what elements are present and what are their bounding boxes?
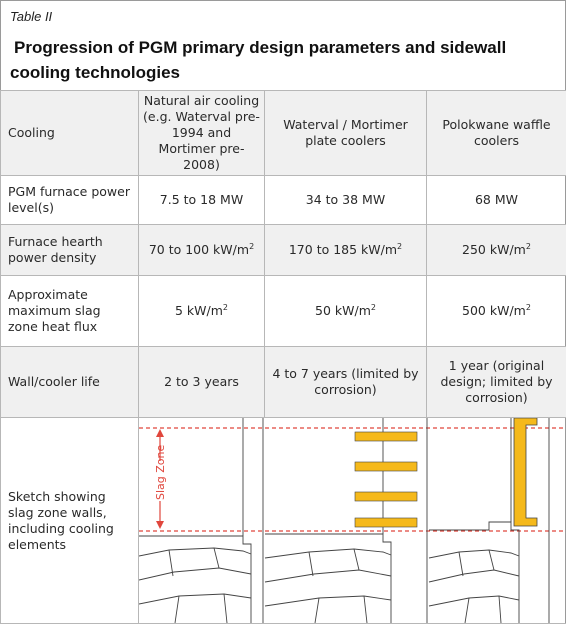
- cell-value: 34 to 38 MW: [265, 176, 427, 225]
- cell-value: 1 year (original design; limited by corrosion): [427, 347, 566, 418]
- cell-value: 2 to 3 years: [139, 347, 265, 418]
- slag-zone-label: Slag Zone: [154, 444, 167, 500]
- plate-cooler: [355, 462, 417, 471]
- cell-value: 70 to 100 $kW/m^2$: [139, 225, 265, 276]
- row-label: Furnace hearth power density: [1, 225, 139, 276]
- table-row: [1, 347, 566, 418]
- plate-cooler: [355, 432, 417, 441]
- cell-value: 7.5 to 18 MW: [139, 176, 265, 225]
- cell-value: 5 $kW/m^2$: [139, 276, 265, 347]
- slag-zone-sketch: [139, 418, 566, 624]
- waffle-cooler: [514, 418, 537, 526]
- sketch-row: [1, 418, 566, 624]
- row-label: Approximate maximum slag zone heat flux: [1, 276, 139, 347]
- cell-value: 170 to 185 $kW/m^2$: [265, 225, 427, 276]
- cell-value: 500 $kW/m^2$: [427, 276, 566, 347]
- cell-value: 50 $kW/m^2$: [265, 276, 427, 347]
- table-row: [1, 176, 566, 225]
- plate-cooler: [355, 492, 417, 501]
- header-natural-air-cooling: Natural air cooling (e.g. Waterval pre-1994 and Mortimer pre-2008): [139, 91, 265, 176]
- row-label: PGM furnace power level(s): [1, 176, 139, 225]
- arrow-head-down-icon: [156, 521, 164, 529]
- header-label-cooling: Cooling: [1, 91, 139, 176]
- table-row: [1, 225, 566, 276]
- row-label: Sketch showing slag zone walls, including cooling elements: [1, 418, 139, 624]
- arrow-head-up-icon: [156, 429, 164, 437]
- header-waffle-coolers: Polokwane waffle coolers: [427, 91, 566, 176]
- table-number: Table II: [10, 9, 53, 24]
- table-header-row: [1, 91, 566, 176]
- design-parameters-table: [0, 90, 566, 624]
- cell-value: 4 to 7 years (limited by corrosion): [265, 347, 427, 418]
- plate-cooler: [355, 518, 417, 527]
- cell-value: 68 MW: [427, 176, 566, 225]
- cell-value: 250 $kW/m^2$: [427, 225, 566, 276]
- wall-cross-section-drawing: [139, 418, 566, 623]
- table-row: [1, 276, 566, 347]
- row-label: Wall/cooler life: [1, 347, 139, 418]
- header-plate-coolers: Waterval / Mortimer plate coolers: [265, 91, 427, 176]
- table-title: Progression of PGM primary design parameters and sidewall cooling technologies: [10, 38, 507, 82]
